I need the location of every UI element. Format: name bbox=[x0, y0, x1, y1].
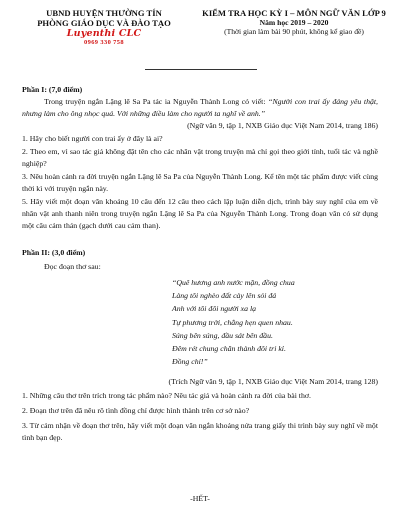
part2-heading: Phần II: (3,0 điểm) bbox=[22, 248, 86, 257]
header-divider bbox=[145, 69, 257, 70]
poem-line: Anh với tôi đôi người xa lạ bbox=[172, 304, 257, 314]
poem-line: Đêm rét chung chăn thành đôi tri kỉ. bbox=[172, 344, 286, 354]
brand-watermark: Luyenthi CLC bbox=[66, 28, 142, 39]
part1-intro bbox=[22, 96, 378, 120]
poem-line: Tự phương trời, chẳng hẹn quen nhau. bbox=[172, 317, 293, 327]
part2-instruction: Đọc đoạn thơ sau: bbox=[44, 262, 101, 271]
exam-title: KIỂM TRA HỌC KỲ I – MÔN NGỮ VĂN LỚP 9 bbox=[202, 8, 386, 18]
part2-question-3: 3. Từ cảm nhận về đoạn thơ trên, hãy viết một đoạn văn ngắn khoảng nửa trang giấy thi trình bày suy nghĩ về một tình bạn đẹp. bbox=[22, 421, 378, 442]
school-year: Năm học 2019 – 2020 bbox=[259, 18, 329, 27]
part1-question-3: 3. Nêu hoàn cảnh ra đời truyện ngắn Lặng lẽ Sa Pa của Nguyễn Thành Long. Kể tên một tác phẩm được viết cùng thời kì với truyện ngắn này. bbox=[22, 172, 378, 193]
poem-line: Súng bên súng, đầu sát bên đầu. bbox=[172, 330, 273, 340]
header-left bbox=[14, 8, 194, 46]
brand-phone: 0969 330 758 bbox=[84, 39, 124, 46]
part1-question-2: 2. Theo em, vì sao tác giả không đặt tên cho các nhân vật trong truyện mà chỉ gọi theo giới tính, tuổi tác và nghề nghiệp? bbox=[22, 147, 378, 168]
end-mark: -HẾT- bbox=[190, 494, 210, 503]
poem-line: Làng tôi nghèo đất cày lên sỏi đá bbox=[172, 291, 277, 301]
poem-line: “Quê hương anh nước mặn, đồng chua bbox=[172, 278, 295, 287]
poem bbox=[172, 276, 382, 368]
part1-intro-text: Trong truyện ngắn Lặng lẽ Sa Pa tác ia Nguyễn Thành Long có viết: bbox=[44, 97, 269, 106]
part2-question-1: 1. Những câu thơ trên trích trong tác phẩm nào? Nêu tác giả và hoàn cảnh ra đời của bài thơ. bbox=[22, 391, 311, 400]
department-name: PHÒNG GIÁO DỤC VÀ ĐÀO TẠO bbox=[37, 18, 171, 28]
part2-source: (Trích Ngữ văn 9, tập 1, NXB Giáo dục Việt Nam 2014, trang 128) bbox=[168, 377, 378, 386]
part2-question-2: 2. Đoạn thơ trên đã nêu rõ tình đồng chí được hình thành trên cơ sở nào? bbox=[22, 406, 250, 415]
part1-heading: Phần I: (7,0 điểm) bbox=[22, 85, 83, 94]
header-right bbox=[196, 8, 392, 36]
part1-question-5: 5. Hãy viết một đoạn văn khoảng 10 câu đến 12 câu theo cách lập luận diễn dịch, trình bày suy nghĩ của em về nhân vật anh thanh niên trong truyện ngắn Lặng lẽ Sa Pa của Nguyễn Thành Long. Trong đoạn văn có sử dụng một câu cảm thán (gạch dưới cau cảm than). bbox=[22, 197, 378, 230]
district-name: UBND HUYỆN THƯỜNG TÍN bbox=[46, 8, 162, 18]
poem-line: Đồng chí!” bbox=[172, 357, 208, 367]
part1-question-1: 1. Hãy cho biết người con trai ấy ở đây là ai? bbox=[22, 134, 163, 143]
time-note: (Thời gian làm bài 90 phút, không kể giao đề) bbox=[224, 27, 364, 36]
part1-source: (Ngữ văn 9, tập 1, NXB Giáo dục Việt Nam 2014, trang 186) bbox=[187, 121, 378, 130]
part1-intro-quote: “Người con trai ấy đáng yêu thật, nhưng làm cho ông nhọc quá. Với những điều làm cho người ta nghĩ về anh.” bbox=[22, 97, 378, 118]
